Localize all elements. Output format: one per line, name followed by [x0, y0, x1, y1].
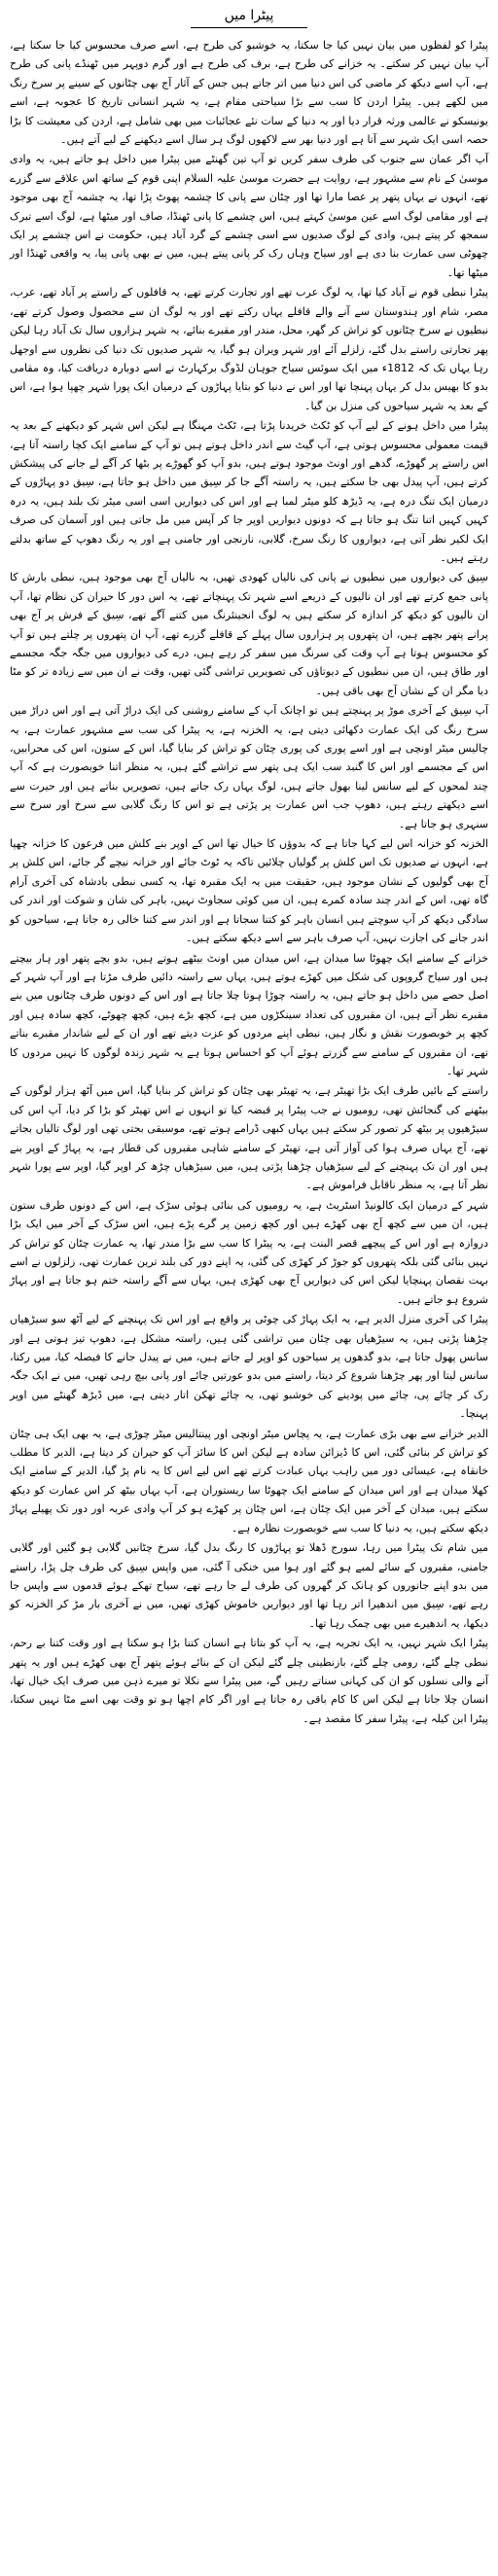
article-paragraph: خزانے کے سامنے ایک چھوٹا سا میدان ہے، اس میدان میں اونٹ بیٹھے ہوتے ہیں، بدو بچے پتھر اور ہار بیچتے ہیں اور سیاح گروپوں کی شکل میں کھڑے ہوتے ہیں، یہاں سے راستہ دائیں طرف مڑتا ہے اور آپ شہر کے اصل حصے میں داخل ہو جاتے ہیں، یہ راستہ چوڑا ہوتا چلا جاتا ہے اور اس کے دونوں طرف چٹانوں میں بنے مقبرے نظر آتے ہیں، ان مقبروں کی تعداد سینکڑوں میں ہے، کچھ بڑے ہیں، کچھ چھوٹے، کچھ سادہ ہیں اور کچھ پر خوبصورت نقش و نگار ہیں، نبطی اپنے مردوں کو عزت دیتے تھے اور ان کے لیے شاندار مقبرے بناتے تھے، ان مقبروں کے سامنے سے گزرتے ہوئے آپ کو احساس ہوتا ہے یہ شہر زندہ لوگوں کا نہیں مردوں کا شہر تھا۔	[10, 951, 488, 1077]
article-paragraph: شہر کے درمیان ایک کالونیڈ اسٹریٹ ہے، یہ رومیوں کی بنائی ہوئی سڑک ہے، اس کے دونوں طرف ستون ہیں، ان میں سے کچھ آج بھی کھڑے ہیں اور کچھ زمین پر گرے پڑے ہیں، اس سڑک کے آخر میں ایک بڑا دروازہ ہے اور اس کے پیچھے قصر البنت ہے، یہ پیٹرا کا سب سے بڑا مندر تھا، یہ عمارت چٹان کو تراش کر نہیں بنائی گئی بلکہ پتھروں کو جوڑ کر کھڑی کی گئی، یہ اپنے دور کی بلند ترین عمارت تھی، زلزلوں نے اسے بہت نقصان پہنچایا لیکن اس کی دیواریں آج بھی کھڑی ہیں، یہاں سے آگے راستہ ختم ہو جاتا ہے اور پہاڑ شروع ہو جاتے ہیں۔	[10, 1198, 488, 1306]
article-paragraph: الخزنہ کو خزانہ اس لیے کہا جاتا ہے کہ بدوؤں کا خیال تھا اس کے اوپر بنے کلش میں فرعون کا خزانہ چھپا ہے، انہوں نے صدیوں تک اس کلش پر گولیاں چلائیں تاکہ یہ ٹوٹ جائے اور خزانہ نیچے گر جائے، اس کلش پر آج بھی گولیوں کے نشان موجود ہیں، حقیقت میں یہ ایک مقبرہ تھا، یہ کسی نبطی بادشاہ کی آخری آرام گاہ تھی، اس کے اندر چند سادہ کمرے ہیں، ان میں کوئی سجاوٹ نہیں، باہر کی شان و شوکت اور اندر کی سادگی دیکھ کر آپ سوچتے ہیں انسان باہر کو کتنا سجاتا ہے اور اندر سے کتنا خالی رہ جاتا ہے، سیاحوں کو اندر جانے کی اجازت نہیں، آپ صرف باہر سے اسے دیکھ سکتے ہیں۔	[10, 837, 488, 945]
article-paragraph: میں شام تک پیٹرا میں رہا، سورج ڈھلا تو پہاڑوں کا رنگ بدل گیا، سرخ چٹانیں گلابی ہو گئیں اور گلابی جامنی، مقبروں کے سائے لمبے ہو گئے اور ہوا میں خنکی آ گئی، میں واپس سِیق کی طرف چل پڑا، راستے میں بدو اپنے جانوروں کو ہانک کر گھروں کی طرف لے جا رہے تھے، سیاح تھکے ہوئے قدموں سے واپس جا رہے تھے، سِیق میں اندھیرا اتر رہا تھا اور دیواریں خاموش کھڑی تھیں، میں نے آخری بار مڑ کر الخزنہ کو دیکھا، یہ اندھیرے میں بھی چمک رہا تھا۔	[10, 1541, 488, 1630]
article-paragraph: سِیق کی دیواروں میں نبطیوں نے پانی کی نالیاں کھودی تھیں، یہ نالیاں آج بھی موجود ہیں، نبطی بارش کا پانی جمع کرتے تھے اور ان نالیوں کے ذریعے اسے شہر تک پہنچاتے تھے، یہ اس دور کا حیران کن نظام تھا، آپ ان نالیوں کو دیکھ کر اندازہ کر سکتے ہیں یہ لوگ انجینئرنگ میں کتنے آگے تھے، سِیق کے فرش پر آج بھی پرانے پتھر بچھے ہیں، ان پتھروں پر ہزاروں سال پہلے کے قافلے گزرے تھے، آپ ان پتھروں پر چلتے ہیں تو آپ کو محسوس ہوتا ہے آپ وقت کی سرنگ میں سفر کر رہے ہیں، درے کی دیواروں میں جگہ جگہ مجسمے اور طاق ہیں، ان میں نبطیوں کے دیوتاؤں کی تصویریں تراشی گئی تھیں، وقت نے ان میں سے زیادہ تر کو مٹا دیا مگر ان کے نشان آج بھی باقی ہیں۔	[10, 571, 488, 697]
article-paragraph: راستے کے بائیں طرف ایک بڑا تھیٹر ہے، یہ تھیٹر بھی چٹان کو تراش کر بنایا گیا، اس میں آٹھ ہزار لوگوں کے بیٹھنے کی گنجائش تھی، رومیوں نے جب پیٹرا پر قبضہ کیا تو انہوں نے اس تھیٹر کو بڑا کر دیا، آپ اس کی سیڑھیوں پر بیٹھ کر تصور کر سکتے ہیں یہاں کبھی ڈرامے ہوتے تھے، موسیقی بجتی تھی اور لوگ تالیاں بجاتے تھے، آج یہاں صرف ہوا کی آواز آتی ہے، تھیٹر کے سامنے شاہی مقبروں کی قطار ہے، یہ پہاڑ کے اوپر بنے ہیں اور ان تک پہنچنے کے لیے سیڑھیاں چڑھنا پڑتی ہیں، میں سیڑھیاں چڑھ کر اوپر گیا، اوپر سے پورا شہر نظر آتا ہے، یہ منظر ناقابل فراموش ہے۔	[10, 1084, 488, 1192]
article-paragraph: پیٹرا نبطی قوم نے آباد کیا تھا، یہ لوگ عرب تھے اور تجارت کرتے تھے، یہ قافلوں کے راستے پر آباد تھے، عرب، مصر، شام اور ہندوستان سے آنے والے قافلے یہاں رکتے تھے اور یہ لوگ ان سے محصول وصول کرتے تھے، نبطیوں نے سرخ چٹانوں کو تراش کر گھر، محل، مندر اور مقبرے بنائے، یہ شہر ہزاروں سال تک آباد رہا لیکن پھر تجارتی راستے بدل گئے، زلزلے آئے اور شہر ویران ہو گیا، یہ شہر صدیوں تک دنیا کی نظروں سے اوجھل رہا یہاں تک کہ 1812ء میں ایک سوئس سیاح جوہان لڈوگ برکہارٹ نے اسے دوبارہ دریافت کیا، وہ مقامی بدو کا بھیس بدل کر یہاں پہنچا تھا اور اس نے دنیا کو بتایا پہاڑوں کے درمیان ایک پورا شہر چھپا ہوا ہے، اس کے بعد یہ شہر سیاحوں کی منزل بن گیا۔	[10, 286, 488, 412]
article-paragraph: پیٹرا ایک شہر نہیں، یہ ایک تجربہ ہے، یہ آپ کو بتاتا ہے انسان کتنا بڑا ہو سکتا ہے اور وقت کتنا بے رحم، نبطی چلے گئے، رومی چلے گئے، بازنطینی چلے گئے لیکن ان کے بنائے ہوئے پتھر آج بھی کھڑے ہیں اور یہ پتھر آنے والی نسلوں کو ان کی کہانی سناتے رہیں گے، میں پیٹرا سے نکلا تو میرے ذہن میں صرف ایک خیال تھا، انسان چلا جاتا ہے لیکن اس کا کام باقی رہ جاتا ہے اور اگر کام اچھا ہو تو وقت بھی اسے مٹا نہیں سکتا، پیٹرا ابن کیلہ ہے، پیٹرا سفر کا مقصد ہے۔	[10, 1637, 488, 1725]
article-paragraph: الدیر خزانے سے بھی بڑی عمارت ہے، یہ پچاس میٹر اونچی اور پینتالیس میٹر چوڑی ہے، یہ بھی ایک ہی چٹان کو تراش کر بنائی گئی، اس کا ڈیزائن سادہ ہے لیکن اس کا سائز آپ کو حیران کر دیتا ہے، الدیر کا مطلب خانقاہ ہے، عیسائی دور میں راہب یہاں عبادت کرتے تھے اس لیے اس کا یہ نام پڑ گیا، الدیر کے سامنے ایک کھلا میدان ہے اور اس میدان کے سامنے ایک چھوٹا سا ریستوران ہے، آپ یہاں بیٹھ کر اس عمارت کو دیکھ سکتے ہیں، میدان کے آخر میں ایک چٹان ہے، اس چٹان پر کھڑے ہو کر آپ وادی عربہ اور دور تک پھیلے پہاڑ دیکھ سکتے ہیں، یہ دنیا کا سب سے خوبصورت نظارہ ہے۔	[10, 1427, 488, 1535]
article-title: پیٹرا میں	[224, 8, 274, 23]
article-paragraph: پیٹرا کو لفظوں میں بیان نہیں کیا جا سکتا، یہ خوشبو کی طرح ہے، اسے صرف محسوس کیا جا سکتا ہے، آپ بیان نہیں کر سکتے۔ یہ خزانے کی طرح ہے، برف کی طرح ہے اور گرم دوپہر میں ٹھنڈے پانی کی طرح ہے، آپ اسے دیکھ کر ماضی کی اس دنیا میں اتر جاتے ہیں جس کے آثار آج بھی چٹانوں کے سینے پر سرخ رنگ میں لکھے ہیں۔ پیٹرا اردن کا سب سے بڑا سیاحتی مقام ہے، یہ شہر انسانی تاریخ کا عجوبہ ہے، اسے یونیسکو نے عالمی ورثہ قرار دیا اور یہ دنیا کے سات نئے عجائبات میں بھی شامل ہے، اردن کی معیشت کا بڑا حصہ اسی ایک شہر سے آتا ہے اور دنیا بھر سے لاکھوں لوگ ہر سال اسے دیکھنے کے لیے آتے ہیں۔	[10, 39, 488, 147]
article-paragraph: آپ سِیق کے آخری موڑ پر پہنچتے ہیں تو اچانک آپ کے سامنے روشنی کی ایک دراڑ آتی ہے اور اس دراڑ میں سرخ رنگ کی ایک عمارت دکھائی دیتی ہے، یہ الخزنہ ہے، یہ پیٹرا کی سب سے مشہور عمارت ہے، یہ چالیس میٹر اونچی ہے اور اسے پوری کی پوری چٹان کو تراش کر بنایا گیا، اس کے ستون، اس کی محرابیں، اس کے مجسمے اور اس کا گنبد سب ایک ہی پتھر سے تراشے گئے ہیں، یہ منظر اتنا خوبصورت ہے کہ آپ چند لمحوں کے لیے سانس لینا بھول جاتے ہیں، لوگ یہاں رک جاتے ہیں، تصویریں بناتے ہیں اور حیرت سے اسے دیکھتے رہتے ہیں، دھوپ جب اس عمارت پر پڑتی ہے تو اس کا رنگ گلابی سے سرخ اور سرخ سے سنہری ہو جاتا ہے۔	[10, 704, 488, 830]
article-paragraph: پیٹرا کی آخری منزل الدیر ہے، یہ ایک پہاڑ کی چوٹی پر واقع ہے اور اس تک پہنچنے کے لیے آٹھ سو سیڑھیاں چڑھنا پڑتی ہیں، یہ سیڑھیاں بھی چٹان میں تراشی گئی ہیں، راستہ مشکل ہے، دھوپ تیز ہوتی ہے اور سانس پھول جاتا ہے، بدو گدھوں پر سیاحوں کو اوپر لے جاتے ہیں، میں نے پیدل جانے کا فیصلہ کیا، میں رکتا، سانس لیتا اور پھر چڑھنا شروع کر دیتا، راستے میں بدو عورتیں چائے اور پانی بیچ رہی تھیں، میں نے ایک جگہ رک کر چائے پی، چائے میں پودینے کی خوشبو تھی، یہ چائے تھکن اتار دیتی ہے، میں ڈیڑھ گھنٹے میں اوپر پہنچا۔	[10, 1313, 488, 1421]
article-paragraph: پیٹرا میں داخل ہونے کے لیے آپ کو ٹکٹ خریدنا پڑتا ہے، ٹکٹ مہنگا ہے لیکن اس شہر کو دیکھنے کے بعد یہ قیمت معمولی محسوس ہوتی ہے، آپ گیٹ سے اندر داخل ہوتے ہیں تو آپ کے سامنے ایک کچا راستہ آتا ہے، اس راستے پر گھوڑے، گدھے اور اونٹ موجود ہوتے ہیں، بدو آپ کو گھوڑے پر بٹھا کر آگے لے جانے کی پیشکش کرتے ہیں، آپ پیدل بھی جا سکتے ہیں، یہ راستہ آگے جا کر سِیق میں داخل ہو جاتا ہے، سِیق دو پہاڑوں کے درمیان ایک تنگ درہ ہے، یہ ڈیڑھ کلو میٹر لمبا ہے اور اس کی دیواریں اسی اسی میٹر تک بلند ہیں، یہ درہ کہیں کہیں اتنا تنگ ہو جاتا ہے کہ دونوں دیواریں اوپر جا کر آپس میں مل جاتی ہیں اور آسمان کی صرف ایک لکیر نظر آتی ہے، دیواروں کا رنگ سرخ، گلابی، نارنجی اور جامنی ہے اور یہ رنگ دھوپ کے ساتھ بدلتے رہتے ہیں۔	[10, 419, 488, 564]
article-paragraph: آپ اگر عمان سے جنوب کی طرف سفر کریں تو آپ تین گھنٹے میں پیٹرا میں داخل ہو جاتے ہیں، یہ وادی موسیٰ کے نام سے مشہور ہے، روایت ہے حضرت موسیٰ علیہ السلام اپنی قوم کے ساتھ اس علاقے سے گزرے تھے، انہوں نے یہاں پتھر پر عصا مارا تھا اور چٹان سے پانی کا چشمہ پھوٹ پڑا تھا، یہ چشمہ آج بھی موجود ہے اور مقامی لوگ اسے عین موسیٰ کہتے ہیں، اس چشمے کا پانی ٹھنڈا، صاف اور میٹھا ہے، لوگ اسے تبرک سمجھ کر پیتے ہیں، وادی کے لوگ صدیوں سے اسی چشمے کے گرد آباد ہیں، حکومت نے اس چشمے پر ایک چھوٹی سی عمارت بنا دی ہے اور سیاح وہاں رک کر پانی پیتے ہیں، میں نے بھی پانی پیا، یہ واقعی ٹھنڈا اور میٹھا تھا۔	[10, 153, 488, 279]
title-underline	[191, 27, 307, 28]
article-body	[10, 36, 488, 1728]
